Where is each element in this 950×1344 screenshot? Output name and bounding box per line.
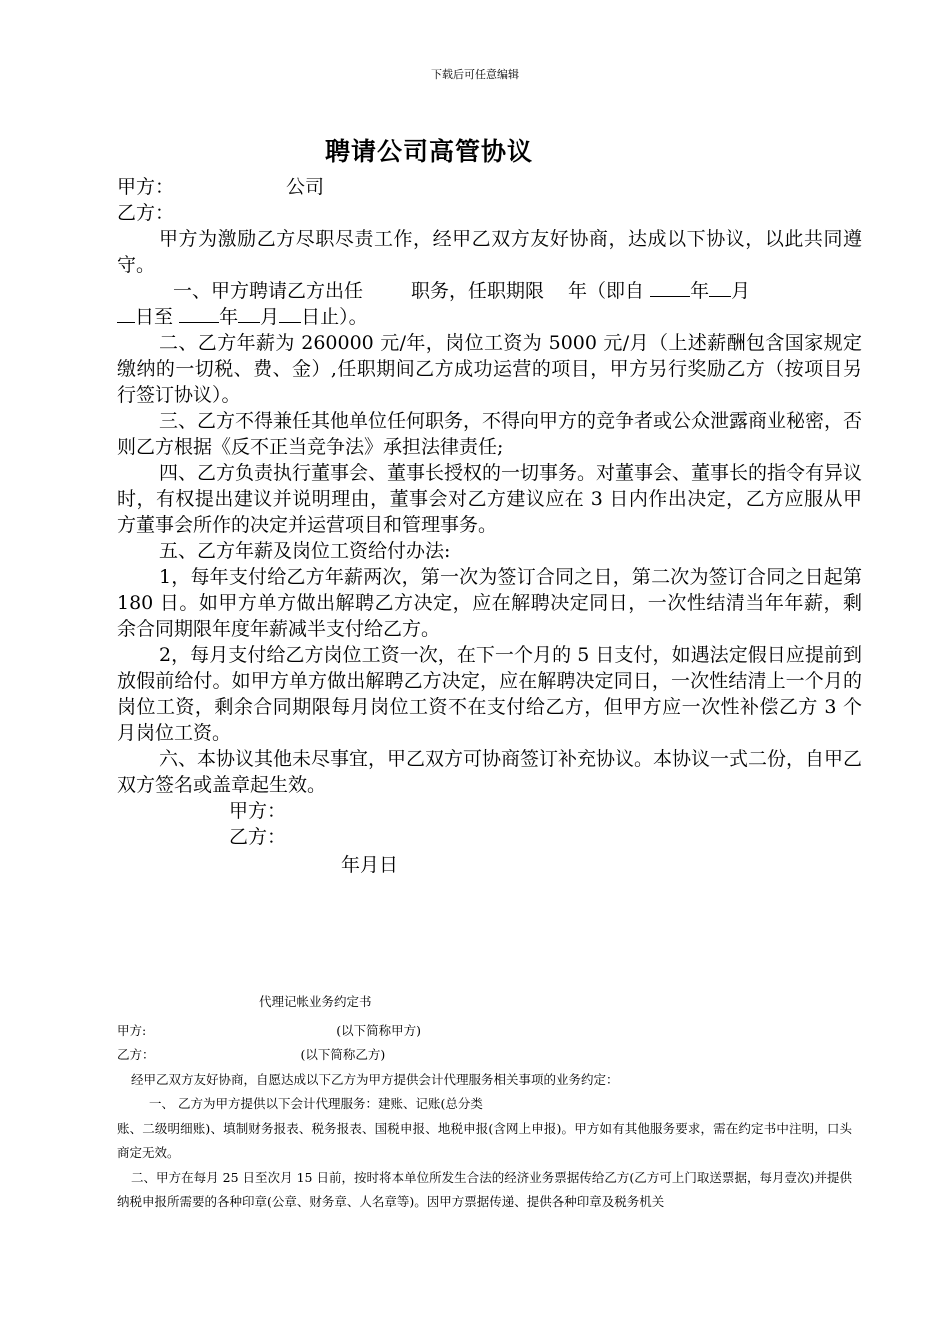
- agreement-body: [117, 174, 862, 878]
- party-b-line: [117, 200, 862, 226]
- clause-3: 三、乙方不得兼任其他单位任何职务，不得向甲方的竞争者或公众泄露商业秘密，否则乙方根据《反不正当竞争法》承担法律责任;: [117, 410, 863, 458]
- party-b-label: 乙方：: [117, 202, 175, 224]
- agreement-title: 聘请公司高管协议: [324, 137, 533, 166]
- bk-party-b: 乙方： (以下简称乙方): [117, 1047, 386, 1062]
- clause-1: 一、甲方聘请乙方出任 职务，任职期限 年（即自 年 月: [173, 280, 751, 302]
- party-a-line: [117, 174, 862, 200]
- bk-clause-1a: 一、 乙方为甲方提供以下会计代理服务：建账、记账(总分类: [149, 1096, 483, 1111]
- clause-5-1: 1，每年支付给乙方年薪两次，第一次为签订合同之日，第二次为签订合同之日起第 180 日。如甲方单方做出解聘乙方决定，应在解聘决定同日，一次性结清当年年薪，剩余合同期限年度年薪减半支付给乙方。: [117, 566, 862, 640]
- party-a-label: 甲方：: [117, 176, 175, 198]
- bk-intro: 经甲乙双方友好协商，自愿达成以下乙方为甲方提供会计代理服务相关事项的业务约定：: [131, 1071, 619, 1087]
- signature-b: 乙方：: [229, 826, 287, 848]
- party-a-company: 公司: [286, 176, 325, 198]
- bookkeeping-body: [117, 990, 852, 1215]
- clause-1-cont: 日至 年 月 日止）。: [117, 304, 862, 330]
- bk-clause-2: 二、甲方在每月 25 日至次月 15 日前，按时将本单位所发生合法的经济业务票据传给乙方(乙方可上门取送票据，每月壹次)并提供纳税申报所需要的各种印章(公章、财务章、人名章等)。因甲方票据传递、提供各种印章及税务机关: [117, 1169, 852, 1209]
- header-note: 下载后可任意编辑: [431, 68, 519, 81]
- clause-5: 五、乙方年薪及岗位工资给付办法:: [159, 540, 451, 562]
- bk-party-a: 甲方: (以下简称甲方): [117, 1022, 421, 1038]
- signature-a: 甲方：: [229, 800, 287, 822]
- clause-5-2: 2，每月支付给乙方岗位工资一次，在下一个月的 5 日支付，如遇法定假日应提前到放假前给付。如甲方单方做出解聘乙方决定，应在解聘决定同日，一次性结清上一个月的岗位工资，剩余合同期限每月岗位工资不在支付给乙方，但甲方应一次性补偿乙方 3 个月岗位工资。: [117, 644, 862, 744]
- clause-6: 六、本协议其他未尽事宜，甲乙双方可协商签订补充协议。本协议一式二份，自甲乙双方签名或盖章起生效。: [117, 748, 863, 796]
- signature-date: 年月日: [341, 854, 399, 876]
- clause-4: 四、乙方负责执行董事会、董事长授权的一切事务。对董事会、董事长的指令有异议时，有权提出建议并说明理由，董事会对乙方建议应在 3 日内作出决定，乙方应服从甲方董事会所作的决定并运营项目和管理事务。: [117, 462, 863, 536]
- bk-clause-1b: 账、二级明细账)、填制财务报表、税务报表、国税申报、地税申报(含网上申报)。甲方如有其他服务要求，需在约定书中注明，口头商定无效。: [117, 1120, 852, 1160]
- bookkeeping-title: 代理记帐业务约定书: [259, 994, 372, 1009]
- clause-2: 二、乙方年薪为 260000 元/年，岗位工资为 5000 元/月（上述薪酬包含国家规定缴纳的一切税、费、金）,任职期间乙方成功运营的项目，甲方另行奖励乙方（按项目另行签订协议）。: [117, 332, 862, 406]
- intro-paragraph: 甲方为激励乙方尽职尽责工作，经甲乙双方友好协商，达成以下协议，以此共同遵守。: [117, 228, 862, 276]
